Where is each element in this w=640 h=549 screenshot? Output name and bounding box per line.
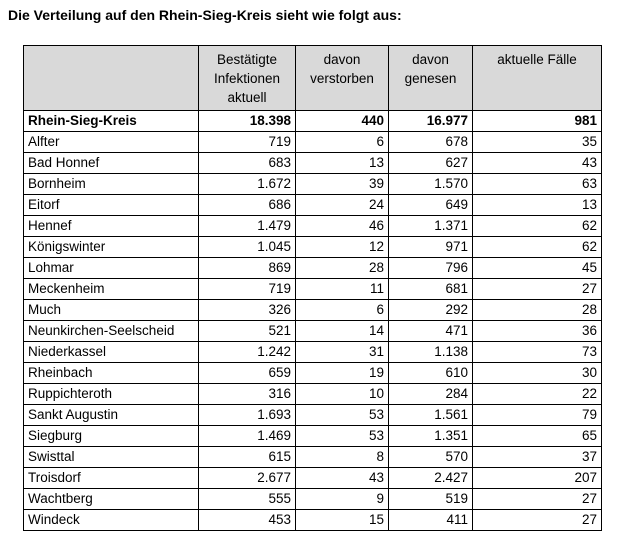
confirmed-cell: 2.677 [199,468,296,489]
recovered-cell: 796 [389,258,473,279]
municipality-cell: Rhein-Sieg-Kreis [24,111,199,132]
current-cases-cell: 27 [473,279,602,300]
confirmed-cell: 686 [199,195,296,216]
deceased-cell: 28 [296,258,389,279]
table-row [24,384,602,405]
confirmed-cell: 521 [199,321,296,342]
municipality-cell: Ruppichteroth [24,384,199,405]
confirmed-cell: 1.242 [199,342,296,363]
municipality-cell: Windeck [24,510,199,531]
recovered-cell: 471 [389,321,473,342]
recovered-cell: 1.351 [389,426,473,447]
municipality-cell: Bad Honnef [24,153,199,174]
municipality-cell: Rheinbach [24,363,199,384]
recovered-cell: 627 [389,153,473,174]
deceased-cell: 12 [296,237,389,258]
municipality-cell: Lohmar [24,258,199,279]
confirmed-cell: 719 [199,279,296,300]
deceased-cell: 53 [296,405,389,426]
deceased-cell: 39 [296,174,389,195]
table-row [24,195,602,216]
confirmed-cell: 555 [199,489,296,510]
recovered-cell: 610 [389,363,473,384]
municipality-cell: Königswinter [24,237,199,258]
confirmed-cell: 18.398 [199,111,296,132]
deceased-cell: 43 [296,468,389,489]
header-confirmed-infections: Bestätigte Infektionen aktuell [199,46,296,111]
table-row [24,405,602,426]
deceased-cell: 6 [296,132,389,153]
confirmed-cell: 1.045 [199,237,296,258]
table-row [24,300,602,321]
current-cases-cell: 27 [473,510,602,531]
recovered-cell: 649 [389,195,473,216]
current-cases-cell: 43 [473,153,602,174]
confirmed-cell: 326 [199,300,296,321]
confirmed-cell: 1.469 [199,426,296,447]
recovered-cell: 1.371 [389,216,473,237]
municipality-cell: Hennef [24,216,199,237]
table-row [24,489,602,510]
confirmed-cell: 719 [199,132,296,153]
table-row [24,132,602,153]
current-cases-cell: 65 [473,426,602,447]
recovered-cell: 2.427 [389,468,473,489]
intro-text: Die Verteilung auf den Rhein-Sieg-Kreis sieht wie folgt aus: [8,7,402,23]
deceased-cell: 19 [296,363,389,384]
table-row [24,342,602,363]
table-row [24,279,602,300]
recovered-cell: 16.977 [389,111,473,132]
municipality-cell: Swisttal [24,447,199,468]
municipality-cell: Eitorf [24,195,199,216]
current-cases-cell: 36 [473,321,602,342]
header-recovered: davon genesen [389,46,473,111]
deceased-cell: 6 [296,300,389,321]
table-row [24,174,602,195]
recovered-cell: 1.570 [389,174,473,195]
table-row [24,216,602,237]
recovered-cell: 570 [389,447,473,468]
confirmed-cell: 1.479 [199,216,296,237]
current-cases-cell: 13 [473,195,602,216]
municipality-cell: Siegburg [24,426,199,447]
deceased-cell: 15 [296,510,389,531]
confirmed-cell: 316 [199,384,296,405]
table-row-total [24,111,602,132]
deceased-cell: 440 [296,111,389,132]
confirmed-cell: 615 [199,447,296,468]
table-row [24,447,602,468]
municipality-cell: Bornheim [24,174,199,195]
header-deceased: davon verstorben [296,46,389,111]
table-row [24,153,602,174]
table-row [24,468,602,489]
distribution-table [23,45,602,531]
table-row [24,321,602,342]
deceased-cell: 10 [296,384,389,405]
table-row [24,510,602,531]
municipality-cell: Wachtberg [24,489,199,510]
recovered-cell: 1.561 [389,405,473,426]
current-cases-cell: 45 [473,258,602,279]
header-current-cases: aktuelle Fälle [473,46,602,111]
table-row [24,363,602,384]
deceased-cell: 46 [296,216,389,237]
deceased-cell: 13 [296,153,389,174]
deceased-cell: 31 [296,342,389,363]
current-cases-cell: 22 [473,384,602,405]
recovered-cell: 971 [389,237,473,258]
current-cases-cell: 28 [473,300,602,321]
current-cases-cell: 79 [473,405,602,426]
deceased-cell: 14 [296,321,389,342]
recovered-cell: 284 [389,384,473,405]
municipality-cell: Niederkassel [24,342,199,363]
table-body [24,111,602,531]
deceased-cell: 24 [296,195,389,216]
current-cases-cell: 73 [473,342,602,363]
municipality-cell: Meckenheim [24,279,199,300]
current-cases-cell: 27 [473,489,602,510]
confirmed-cell: 869 [199,258,296,279]
recovered-cell: 1.138 [389,342,473,363]
recovered-cell: 681 [389,279,473,300]
table-row [24,237,602,258]
current-cases-cell: 981 [473,111,602,132]
deceased-cell: 11 [296,279,389,300]
confirmed-cell: 1.693 [199,405,296,426]
recovered-cell: 519 [389,489,473,510]
municipality-cell: Much [24,300,199,321]
municipality-cell: Sankt Augustin [24,405,199,426]
current-cases-cell: 62 [473,237,602,258]
current-cases-cell: 37 [473,447,602,468]
recovered-cell: 411 [389,510,473,531]
deceased-cell: 9 [296,489,389,510]
table-row [24,258,602,279]
table-header-row [24,46,602,111]
municipality-cell: Troisdorf [24,468,199,489]
deceased-cell: 53 [296,426,389,447]
confirmed-cell: 659 [199,363,296,384]
table-row [24,426,602,447]
header-municipality [24,46,199,111]
recovered-cell: 678 [389,132,473,153]
current-cases-cell: 207 [473,468,602,489]
current-cases-cell: 63 [473,174,602,195]
recovered-cell: 292 [389,300,473,321]
municipality-cell: Neunkirchen-Seelscheid [24,321,199,342]
current-cases-cell: 30 [473,363,602,384]
confirmed-cell: 1.672 [199,174,296,195]
confirmed-cell: 453 [199,510,296,531]
current-cases-cell: 35 [473,132,602,153]
deceased-cell: 8 [296,447,389,468]
current-cases-cell: 62 [473,216,602,237]
confirmed-cell: 683 [199,153,296,174]
municipality-cell: Alfter [24,132,199,153]
